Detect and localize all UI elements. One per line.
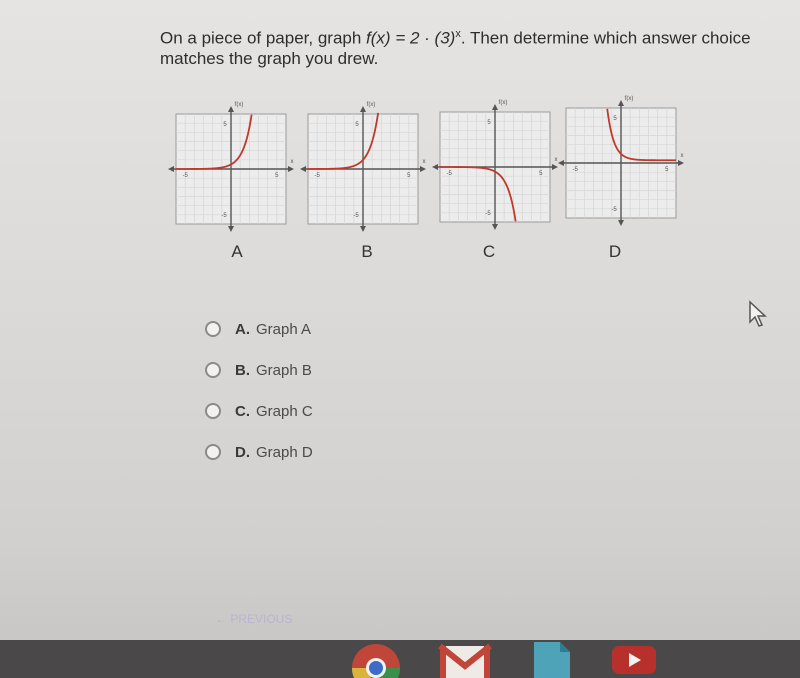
x-axis-label: x bbox=[422, 159, 426, 165]
graph-plot-a bbox=[168, 96, 298, 236]
tick-label: -5 bbox=[446, 171, 452, 177]
graph-c bbox=[432, 94, 562, 234]
choice-b[interactable] bbox=[205, 359, 313, 381]
radio-button-d[interactable] bbox=[205, 444, 221, 460]
choice-label: Graph C bbox=[256, 402, 313, 420]
tick-label: 5 bbox=[275, 173, 279, 179]
choice-label: Graph B bbox=[256, 361, 312, 379]
tick-label: -5 bbox=[611, 206, 617, 213]
axis-arrow bbox=[420, 166, 426, 172]
y-axis-label: f(x) bbox=[234, 102, 244, 108]
axis-arrow bbox=[288, 166, 294, 172]
question-function: f(x) = 2 · (3) bbox=[366, 28, 456, 48]
docs-icon[interactable] bbox=[532, 640, 572, 678]
x-axis-label: x bbox=[290, 159, 294, 165]
graph-letter-a: A bbox=[231, 242, 243, 261]
axis-arrow bbox=[618, 100, 624, 106]
chrome-icon[interactable] bbox=[350, 640, 402, 678]
question-part2: . Then determine which answer choice matches the graph you drew. bbox=[160, 28, 751, 68]
axis-arrow bbox=[492, 104, 498, 110]
question-part1: On a piece of paper, graph bbox=[160, 28, 367, 48]
graph-letter-b: B bbox=[361, 242, 373, 261]
graph-b bbox=[300, 96, 430, 236]
choice-label: Graph D bbox=[256, 443, 313, 461]
answer-choices bbox=[205, 318, 313, 482]
graph-plot-d bbox=[558, 90, 688, 230]
tick-label: 5 bbox=[355, 122, 359, 129]
axis-arrow bbox=[168, 166, 174, 172]
graph-d bbox=[558, 90, 688, 230]
choice-c[interactable] bbox=[205, 400, 313, 422]
axis-arrow bbox=[360, 226, 366, 232]
tick-label: -5 bbox=[572, 167, 578, 173]
tick-label: 5 bbox=[223, 122, 227, 129]
choice-letter: C. bbox=[235, 402, 250, 420]
mouse-cursor-icon bbox=[748, 300, 770, 330]
graph-a bbox=[168, 96, 298, 236]
y-axis-label: f(x) bbox=[624, 96, 634, 102]
choice-letter: A. bbox=[235, 320, 250, 338]
y-axis-label: f(x) bbox=[498, 100, 508, 106]
choice-label: Graph A bbox=[256, 320, 312, 338]
radio-button-b[interactable] bbox=[205, 362, 221, 378]
axis-arrow bbox=[432, 164, 438, 170]
choice-letter: D. bbox=[235, 443, 250, 461]
previous-button[interactable]: ← PREVIOUS bbox=[215, 612, 293, 626]
graph-letter-d: D bbox=[608, 242, 622, 261]
tick-label: -5 bbox=[221, 212, 227, 219]
axis-arrow bbox=[492, 224, 498, 230]
tick-label: 5 bbox=[613, 116, 617, 123]
tick-label: 5 bbox=[407, 173, 411, 179]
axis-arrow bbox=[558, 160, 564, 166]
graph-letter-c: C bbox=[482, 242, 496, 261]
gmail-icon[interactable] bbox=[438, 640, 492, 678]
tick-label: -5 bbox=[182, 173, 188, 179]
y-axis-label: f(x) bbox=[366, 102, 376, 108]
taskbar bbox=[0, 640, 800, 678]
axis-arrow bbox=[618, 220, 624, 226]
tick-label: 5 bbox=[665, 167, 669, 173]
axis-arrow bbox=[228, 106, 234, 112]
graph-options bbox=[0, 0, 800, 270]
axis-arrow bbox=[360, 106, 366, 112]
radio-button-c[interactable] bbox=[205, 403, 221, 419]
graph-plot-c bbox=[432, 94, 562, 234]
choice-letter: B. bbox=[235, 361, 250, 379]
radio-button-a[interactable] bbox=[205, 321, 221, 337]
tick-label: 5 bbox=[487, 120, 491, 127]
tick-label: -5 bbox=[353, 212, 359, 219]
question-exponent: x bbox=[455, 28, 461, 40]
axis-arrow bbox=[678, 160, 684, 166]
choice-d[interactable] bbox=[205, 441, 313, 463]
x-axis-label: x bbox=[554, 157, 558, 163]
axis-arrow bbox=[300, 166, 306, 172]
x-axis-label: x bbox=[680, 153, 684, 159]
tick-label: 5 bbox=[539, 171, 543, 177]
choice-a[interactable] bbox=[205, 318, 313, 340]
graph-plot-b bbox=[300, 96, 430, 236]
youtube-icon[interactable] bbox=[610, 640, 658, 678]
tick-label: -5 bbox=[485, 210, 491, 217]
tick-label: -5 bbox=[314, 173, 320, 179]
axis-arrow bbox=[228, 226, 234, 232]
